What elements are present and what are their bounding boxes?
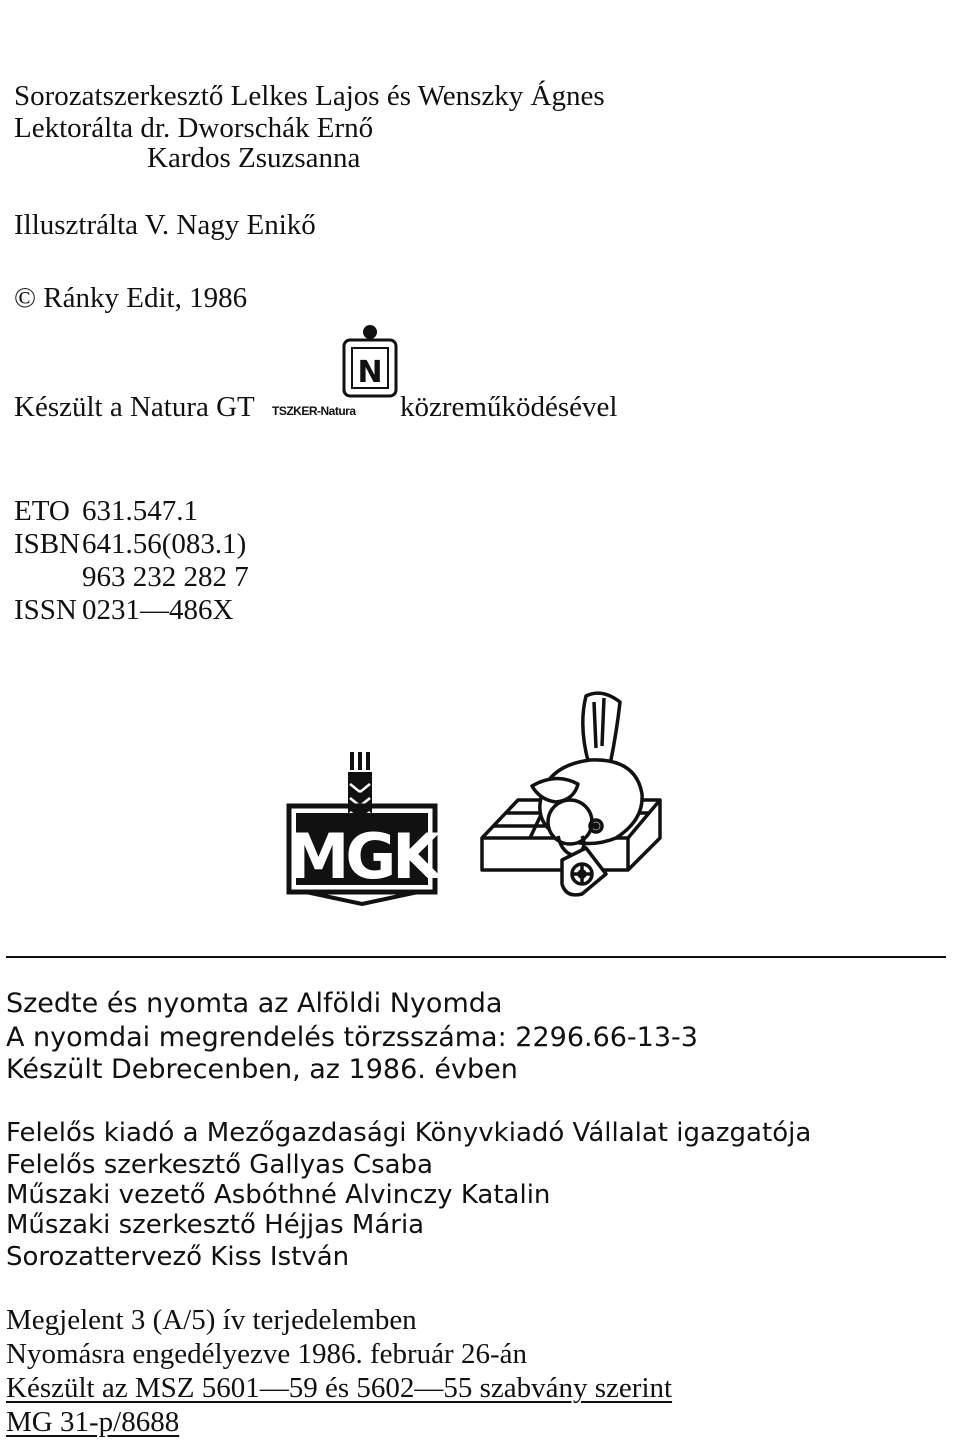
cooperation-prefix: Készült a Natura GT	[14, 391, 255, 423]
publication-line-2: Nyomásra engedélyezve 1986. február 26-án	[6, 1338, 527, 1370]
reviewer-line-2: Kardos Zsuzsanna	[147, 142, 361, 174]
responsible-line-2: Felelős szerkesztő Gallyas Csaba	[6, 1150, 433, 1180]
issn-value: 0231—486X	[82, 594, 234, 626]
responsible-line-3: Műszaki vezető Asbóthné Alvinczy Katalin	[6, 1180, 551, 1210]
cooperation-logo-text: TSZKER-Natura	[272, 404, 356, 418]
section-divider	[6, 956, 946, 958]
printing-line-3: Készült Debrecenben, az 1986. évben	[6, 1054, 518, 1085]
publication-line-3: Készült az MSZ 5601—59 és 5602—55 szabvány szerint	[6, 1372, 673, 1404]
responsible-line-5: Sorozattervező Kiss István	[6, 1242, 350, 1272]
bird-series-emblem	[478, 688, 676, 910]
printing-line-1: Szedte és nyomta az Alföldi Nyomda	[6, 988, 503, 1019]
issn-label: ISSN	[14, 594, 77, 626]
publication-line-4: MG 31-p/8688	[6, 1406, 180, 1438]
natura-logo-letter: N	[357, 355, 383, 390]
publication-line-1: Megjelent 3 (A/5) ív terjedelemben	[6, 1304, 417, 1336]
responsible-line-4: Műszaki szerkesztő Héjjas Mária	[6, 1210, 425, 1240]
responsible-line-1: Felelős kiadó a Mezőgazdasági Könyvkiadó Vállalat igazgatója	[6, 1118, 812, 1148]
series-editor-line: Sorozatszerkesztő Lelkes Lajos és Wenszky Ágnes	[14, 80, 605, 112]
mgk-publisher-logo	[286, 750, 438, 906]
isbn-value-1: 641.56(083.1)	[82, 528, 247, 560]
eto-value: 631.547.1	[82, 495, 198, 527]
isbn-label: ISBN	[14, 528, 81, 560]
reviewer-line-1: Lektorálta dr. Dworschák Ernő	[14, 112, 374, 144]
copyright-line: © Ránky Edit, 1986	[14, 282, 248, 314]
illustrator-line: Illusztrálta V. Nagy Enikő	[14, 209, 316, 241]
cooperation-suffix: közreműködésével	[400, 391, 618, 423]
isbn-value-2: 963 232 282 7	[82, 561, 249, 593]
eto-label: ETO	[14, 495, 70, 527]
printing-line-2: A nyomdai megrendelés törzsszáma: 2296.66-13-3	[6, 1022, 698, 1053]
natura-logo-icon	[336, 322, 404, 400]
mgk-logo-text: MGK	[287, 820, 437, 893]
